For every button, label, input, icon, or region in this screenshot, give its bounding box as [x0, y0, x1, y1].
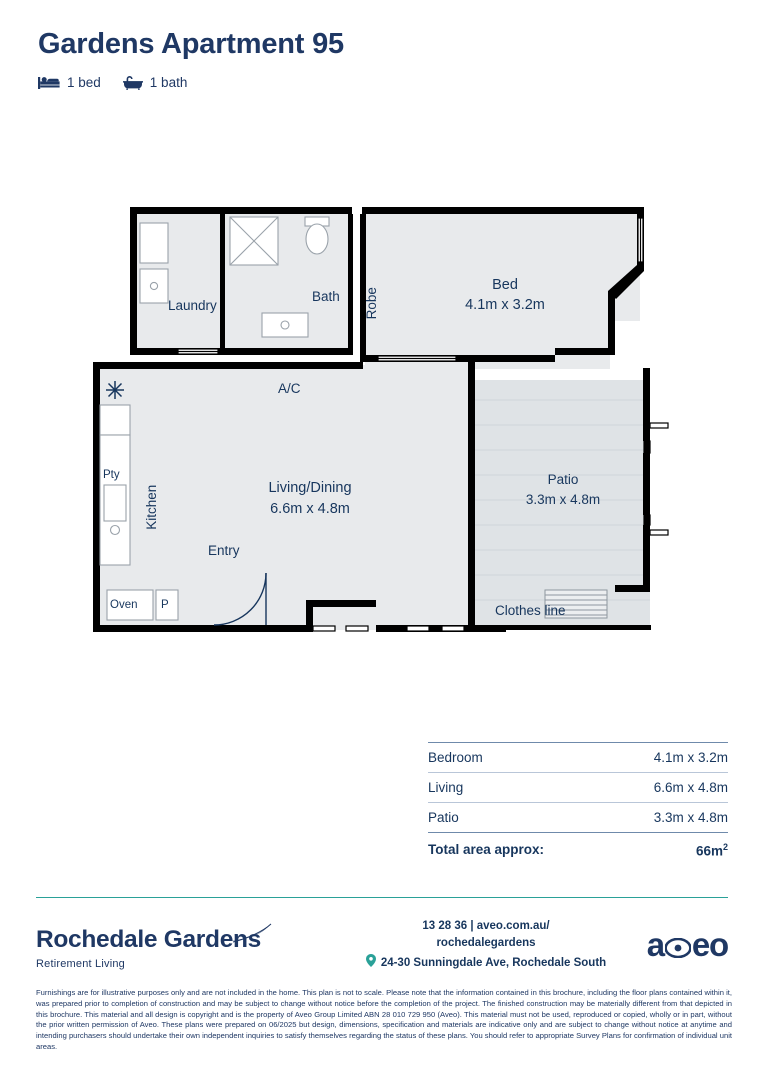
brand-name: Rochedale Gardens	[36, 926, 262, 953]
floor-plan-drawing	[60, 185, 720, 695]
table-row	[428, 772, 728, 802]
header	[38, 28, 344, 90]
areas-table	[428, 742, 728, 866]
area-value: 3.3m x 4.8m	[653, 810, 728, 825]
area-value: 6.6m x 4.8m	[653, 780, 728, 795]
total-area-label: Total area approx:	[428, 842, 545, 857]
room-label-bath: Bath	[312, 289, 340, 304]
room-label-bed: Bed	[492, 277, 518, 293]
aveo-logo-text: a	[646, 926, 664, 963]
brand-subtitle: Retirement Living	[36, 958, 125, 970]
area-label: Living	[428, 780, 464, 795]
room-dims-living: 6.6m x 4.8m	[270, 501, 350, 517]
spec-bath	[123, 75, 188, 90]
room-label-robe: Robe	[363, 287, 379, 320]
total-area-value: $66m^2$	[695, 842, 728, 859]
brand-block	[36, 926, 261, 970]
contact-address: 24-30 Sunningdale Ave, Rochedale South	[380, 956, 607, 969]
room-label-pantry-p: P	[161, 599, 169, 611]
table-row	[428, 742, 728, 772]
contact-address-row	[336, 954, 636, 973]
room-label-clothes-line: Clothes line	[495, 603, 566, 618]
room-label-ac: A/C	[278, 381, 301, 396]
table-row	[428, 802, 728, 832]
room-dims-bed: 4.1m x 3.2m	[465, 297, 545, 313]
map-pin-icon	[366, 954, 376, 973]
spec-bed-label: 1 bed	[67, 75, 101, 90]
room-label-living: Living/Dining	[268, 480, 352, 496]
contact-web-line2[interactable]: rochedalegardens	[436, 937, 536, 950]
room-label-pantry: Pty	[103, 469, 120, 481]
area-label: Bedroom	[428, 750, 483, 765]
room-label-oven: Oven	[110, 599, 138, 611]
room-dims-patio: 3.3m x 4.8m	[525, 492, 601, 507]
disclaimer: Furnishings are for illustrative purposes only and are not included in the home. This plan is not to scale. Please note that the information contained in this brochure, including the floor plans contained within it, was prepared prior to completion of construction and may be subject to change without notice before the completion of the project. The finished construction may be materially different from that depicted in this brochure. This material and all design is copyright and is the property of Aveo Group Limited ABN 28 010 729 950 (Aveo). This material must not be used, reproduced or copied, wholly or in part, without the prior written permission of Aveo. These plans were prepared on 06/2025 but design, dimensions, specification and materials are indicative only and are subject to change without notice at anytime and intending purchasers should undertake their own independent inquiries to satisfy themselves regarding the status of these plans. You should refer to appropriate Survey Plans for confirmation of individual unit areas.	[36, 988, 732, 1051]
area-label: Patio	[428, 810, 459, 825]
spec-list	[38, 75, 344, 90]
room-label-laundry: Laundry	[168, 298, 217, 313]
footer	[36, 912, 728, 982]
contact-block	[336, 918, 636, 973]
floor-plan	[60, 185, 720, 695]
aveo-logo: a eo	[647, 926, 728, 964]
bath-icon	[123, 76, 143, 90]
spec-bath-label: 1 bath	[149, 75, 188, 90]
spec-bed	[38, 75, 101, 90]
room-label-entry: Entry	[208, 543, 240, 558]
contact-phone-web[interactable]: 13 28 36 | aveo.com.au/	[422, 920, 550, 932]
bed-icon	[38, 76, 60, 90]
leaf-icon	[227, 922, 273, 949]
room-label-kitchen: Kitchen	[143, 484, 159, 530]
area-value: 4.1m x 3.2m	[653, 750, 728, 765]
footer-divider	[36, 897, 728, 898]
table-row-total	[428, 832, 728, 866]
room-label-patio: Patio	[547, 472, 579, 487]
eye-icon	[665, 928, 691, 966]
fridge-icon	[106, 381, 124, 399]
page-title: Gardens Apartment 95	[38, 28, 344, 60]
